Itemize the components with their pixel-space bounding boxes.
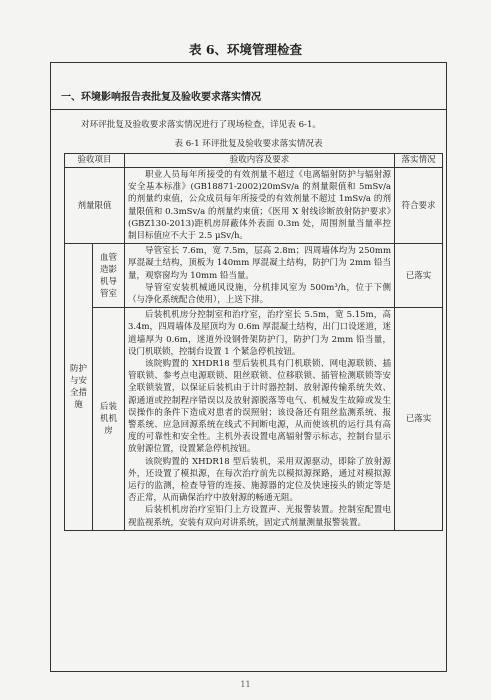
table-row-dsa: [65, 244, 443, 308]
dsa-paragraph-1: 导管室长 7.6m，宽 7.5m，层高 2.8m；四周墙体均为 250mm 厚混凝土结构，顶板为 140mm 厚混凝土结构，防护门为 2mm 铅当量，观察窗均为 10mm 铅当量。: [128, 246, 392, 281]
content-dose-limit: [125, 168, 395, 244]
section-intro: 对环评批复及验收要求落实情况进行了现场检查，详见表 6-1。: [81, 120, 322, 130]
status-dose-limit: 符合要求: [395, 168, 443, 244]
item-dose-limit: 剂量限值: [65, 168, 125, 244]
acceptance-table: [64, 153, 443, 531]
dose-paragraph: 职业人员每年所接受的有效剂量不超过《电离辐射防护与辐射源安全基本标准》(GB18871-2002)20mSv/a 的剂量限值和 5mSv/a 的剂量约束值，公众成员每年所接受的有效剂量不超过 1mSv/a 的剂量限值和 0.3mSv/a 的剂量约束值；《医用 X 射线诊断放射防护要求》(GBZ130-2013)距机房屏蔽体外表面 0.3m 处，周围剂量当量率控制目标值应不大于 2.5 μSv/h。: [128, 170, 392, 242]
item-protection-group: 防护与安全措施: [65, 244, 93, 531]
subitem-dsa-room: 血管造影机导管室: [93, 244, 125, 308]
header-content: 验收内容及要求: [125, 154, 395, 168]
status-dsa-room: 已落实: [395, 244, 443, 308]
dsa-paragraph-2: 导管室安装机械通风设施，分机排风室为 500m³/h，位于下侧（与净化系统配合使用），上送下排。: [128, 282, 392, 306]
table-row-afterloader: [65, 308, 443, 531]
header-item: 验收项目: [65, 154, 125, 168]
page-title: 表 6、环境管理检查: [188, 42, 303, 57]
afterloader-paragraph-2: 该院购置的 XHDR18 型后装机具有门机联锁、网电源联锁、插管联锁、参考点电源联锁、阻丝联锁、位移联锁、插管检测联锁等安全联锁装置，以保证后装机由于计时器控制、放射源传输系统失效、源通道或控制程序错误以及放射源脱落等电气、机械发生故障或发生误操作的条件下造成对患者的误照射；该设备还有阻丝监测系统、报警系统、应急回源系统在线式不间断电源，从而使该机的运行具有高度的可靠性和安全性。主机外表设置电离辐射警示标志，控制台显示放射源位置，设置紧急停机按钮。: [128, 359, 392, 455]
table-header-row: [65, 154, 443, 168]
afterloader-paragraph-1: 后装机机房分控制室和治疗室，治疗室长 5.5m，宽 5.15m，高 3.4m，四周墙体及屋顶均为 0.6m 厚混凝土结构，出门口设迷道，迷道墙厚为 0.6m，迷道外设钢骨架防护门，防护门为 2mm 铅当量，设门机联锁，控制台设置 1 个紧急停机按钮。: [128, 310, 392, 357]
table-row-dose: [65, 168, 443, 244]
page-number: 11: [240, 680, 251, 689]
afterloader-paragraph-4: 后装机机房治疗室铅门上方设置声、光报警装置。控制室配置电视监视系统，安装有双向对讲系统，固定式剂量测量报警装置。: [128, 505, 392, 528]
document-frame: [50, 62, 447, 672]
section-heading: 一、环境影响报告表批复及验收要求落实情况: [51, 63, 446, 110]
content-afterloader-room: [125, 308, 395, 531]
subitem-afterloader-room: 后装机机房: [93, 308, 125, 531]
content-dsa-room: [125, 244, 395, 308]
table-caption: 表 6-1 环评批复及验收要求落实情况表: [174, 139, 323, 149]
status-afterloader-room: 已落实: [395, 308, 443, 531]
header-status: 落实情况: [395, 154, 443, 168]
afterloader-paragraph-3: 该院购置的 XHDR18 型后装机，采用双源驱动，即除了放射源外，还设置了模拟源，在每次治疗前先以模拟源探路，通过对模拟源运行的监测，检查导管的连接、施源器的定位及快速接头的锁定等是否正常，从而确保治疗中放射源的畅通无阻。: [128, 456, 392, 504]
